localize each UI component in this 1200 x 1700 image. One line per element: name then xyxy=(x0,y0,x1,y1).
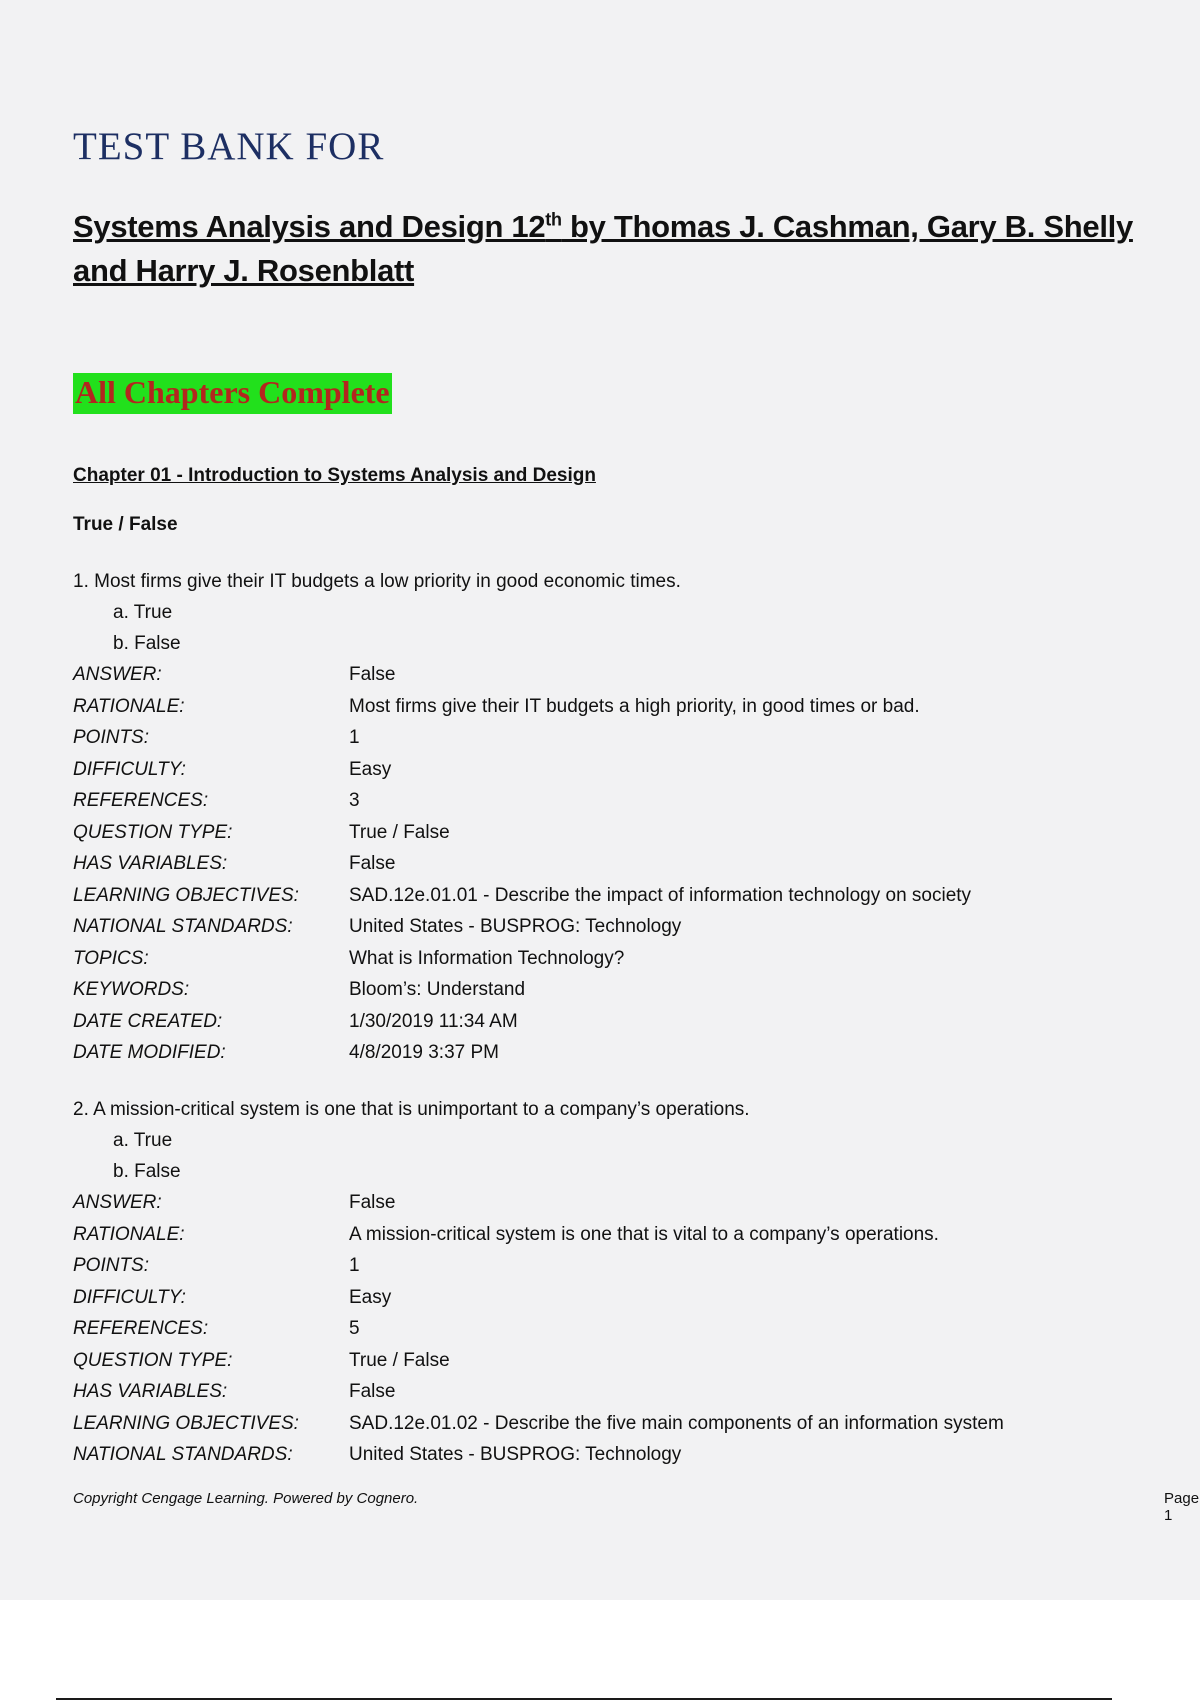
book-title-part2: by Thomas J. Cashman, Gary B. Shelly and Harry J. Rosenblatt xyxy=(73,209,1133,288)
meta-key: POINTS: xyxy=(73,727,150,748)
meta-key: ANSWER: xyxy=(73,664,162,685)
meta-value: Most firms give their IT budgets a high priority, in good times or bad. xyxy=(349,695,920,717)
meta-row-difficulty xyxy=(73,1282,1173,1314)
meta-row-has-variables xyxy=(73,848,1173,880)
meta-key: NATIONAL STANDARDS: xyxy=(73,1444,293,1465)
meta-value: Bloom’s: Understand xyxy=(349,979,526,1000)
meta-value: False xyxy=(349,1192,396,1213)
book-title-part1: Systems Analysis and Design 12 xyxy=(73,209,546,244)
meta-key: HAS VARIABLES: xyxy=(73,1381,228,1402)
meta-value: SAD.12e.01.01 - Describe the impact of information technology on society xyxy=(349,884,972,906)
meta-row-topics xyxy=(73,943,1173,975)
meta-key: KEYWORDS: xyxy=(73,979,190,1000)
chapter-title: Chapter 01 - Introduction to Systems Analysis and Design xyxy=(73,465,596,486)
meta-key: HAS VARIABLES: xyxy=(73,853,228,874)
meta-value: False xyxy=(349,853,396,874)
question-text: 2. A mission-critical system is one that is unimportant to a company’s operations. xyxy=(73,1099,750,1120)
meta-value: False xyxy=(349,1381,396,1402)
meta-row-keywords xyxy=(73,974,1173,1006)
meta-row-national-standards xyxy=(73,1439,1173,1471)
meta-value: SAD.12e.01.02 - Describe the five main components of an information system xyxy=(349,1412,1004,1434)
meta-value: 3 xyxy=(349,790,360,811)
meta-value: 4/8/2019 3:37 PM xyxy=(349,1042,499,1063)
page-number: Page 1 xyxy=(1164,1490,1200,1524)
book-title xyxy=(73,205,1173,293)
meta-value: 1/30/2019 11:34 AM xyxy=(349,1010,518,1032)
meta-value: Easy xyxy=(349,1286,392,1308)
meta-value: United States - BUSPROG: Technology xyxy=(349,1444,682,1465)
meta-row-learning-objectives xyxy=(73,1408,1173,1440)
book-title-superscript: th xyxy=(545,209,562,230)
all-chapters-highlight: All Chapters Complete xyxy=(73,373,392,414)
meta-row-difficulty xyxy=(73,754,1173,786)
meta-key: LEARNING OBJECTIVES: xyxy=(73,1412,299,1434)
meta-row-references xyxy=(73,785,1173,817)
meta-row-rationale xyxy=(73,691,1173,723)
meta-key: DIFFICULTY: xyxy=(73,758,186,780)
meta-key: REFERENCES: xyxy=(73,790,209,811)
meta-value: 1 xyxy=(349,1255,360,1276)
next-page-area xyxy=(0,1600,1200,1700)
meta-row-learning-objectives xyxy=(73,880,1173,912)
meta-key: DATE CREATED: xyxy=(73,1010,223,1032)
meta-row-points xyxy=(73,722,1173,754)
meta-value: 1 xyxy=(349,727,360,748)
meta-key: QUESTION TYPE: xyxy=(73,821,233,843)
choice-b: b. False xyxy=(113,1161,181,1182)
meta-value: 5 xyxy=(349,1318,360,1339)
meta-row-answer xyxy=(73,1187,1173,1219)
meta-key: RATIONALE: xyxy=(73,1223,185,1245)
meta-value: A mission-critical system is one that is vital to a company’s operations. xyxy=(349,1223,939,1245)
copyright-footer: Copyright Cengage Learning. Powered by Cognero. xyxy=(73,1490,419,1507)
meta-key: POINTS: xyxy=(73,1255,150,1276)
section-title: True / False xyxy=(73,514,178,535)
meta-key: TOPICS: xyxy=(73,947,149,969)
meta-key: DATE MODIFIED: xyxy=(73,1042,226,1063)
meta-row-question-type xyxy=(73,1345,1173,1377)
meta-value: United States - BUSPROG: Technology xyxy=(349,916,682,937)
meta-row-date-modified xyxy=(73,1037,1173,1069)
meta-value: True / False xyxy=(349,821,450,843)
choice-a: a. True xyxy=(113,602,173,623)
meta-row-points xyxy=(73,1250,1173,1282)
meta-value: True / False xyxy=(349,1349,450,1371)
meta-row-question-type xyxy=(73,817,1173,849)
question-1 xyxy=(73,566,1173,1069)
meta-key: DIFFICULTY: xyxy=(73,1286,186,1308)
meta-row-references xyxy=(73,1313,1173,1345)
meta-row-answer xyxy=(73,659,1173,691)
test-bank-heading: TEST BANK FOR xyxy=(73,125,385,168)
meta-value: False xyxy=(349,664,396,685)
question-2 xyxy=(73,1094,1173,1471)
meta-key: QUESTION TYPE: xyxy=(73,1349,233,1371)
meta-key: RATIONALE: xyxy=(73,695,185,717)
meta-row-date-created xyxy=(73,1006,1173,1038)
meta-key: REFERENCES: xyxy=(73,1318,209,1339)
meta-key: ANSWER: xyxy=(73,1192,162,1213)
choice-a: a. True xyxy=(113,1130,173,1151)
meta-row-has-variables xyxy=(73,1376,1173,1408)
meta-key: NATIONAL STANDARDS: xyxy=(73,916,293,937)
meta-value: Easy xyxy=(349,758,392,780)
question-text: 1. Most firms give their IT budgets a low priority in good economic times. xyxy=(73,571,681,592)
meta-value: What is Information Technology? xyxy=(349,947,625,969)
meta-row-rationale xyxy=(73,1219,1173,1251)
meta-row-national-standards xyxy=(73,911,1173,943)
meta-key: LEARNING OBJECTIVES: xyxy=(73,884,299,906)
choice-b: b. False xyxy=(113,633,181,654)
